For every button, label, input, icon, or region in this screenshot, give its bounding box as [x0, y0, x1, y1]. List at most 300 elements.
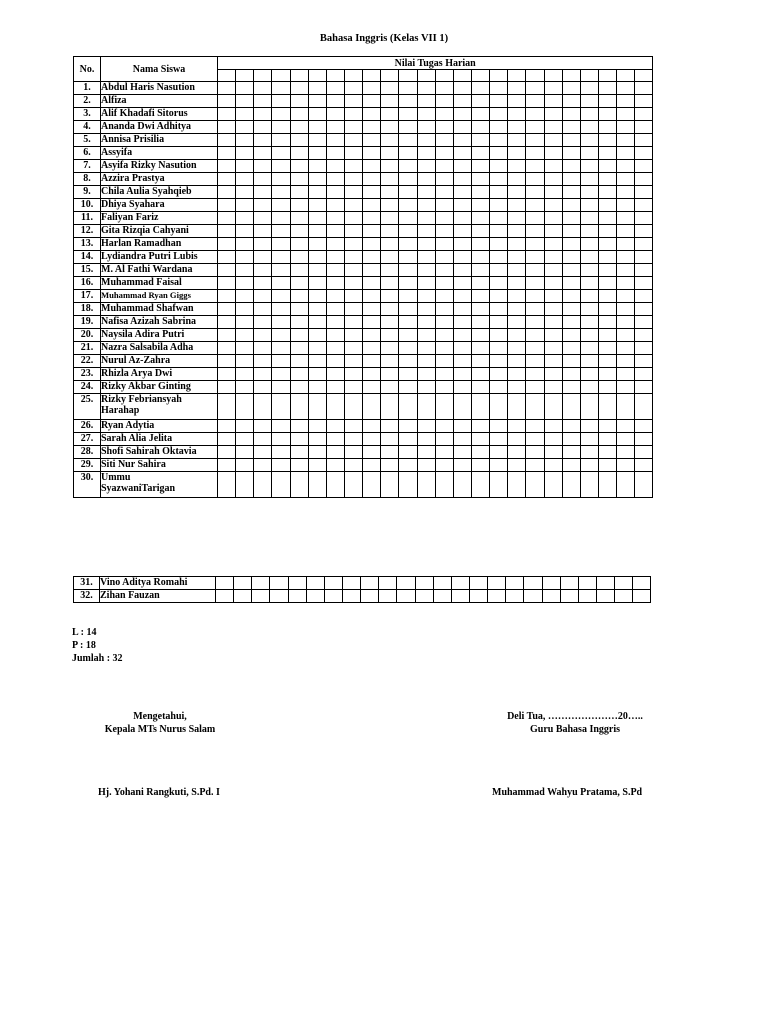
- score-cell[interactable]: [272, 108, 290, 121]
- score-cell[interactable]: [598, 264, 616, 277]
- score-cell[interactable]: [326, 134, 344, 147]
- score-cell[interactable]: [399, 368, 417, 381]
- score-cell[interactable]: [471, 108, 489, 121]
- score-cell[interactable]: [542, 577, 560, 590]
- score-cell[interactable]: [635, 238, 653, 251]
- score-cell[interactable]: [508, 225, 526, 238]
- score-cell[interactable]: [399, 225, 417, 238]
- score-cell[interactable]: [363, 329, 381, 342]
- score-cell[interactable]: [562, 394, 580, 420]
- score-cell[interactable]: [272, 394, 290, 420]
- score-cell[interactable]: [435, 173, 453, 186]
- score-cell[interactable]: [617, 316, 635, 329]
- score-cell[interactable]: [363, 342, 381, 355]
- score-cell[interactable]: [435, 316, 453, 329]
- score-cell[interactable]: [544, 147, 562, 160]
- score-cell[interactable]: [617, 264, 635, 277]
- score-cell[interactable]: [490, 446, 508, 459]
- score-cell[interactable]: [308, 147, 326, 160]
- score-cell[interactable]: [526, 277, 544, 290]
- score-cell[interactable]: [469, 577, 487, 590]
- score-cell[interactable]: [363, 134, 381, 147]
- score-cell[interactable]: [344, 160, 362, 173]
- score-cell[interactable]: [290, 199, 308, 212]
- score-cell[interactable]: [308, 134, 326, 147]
- score-cell[interactable]: [344, 212, 362, 225]
- score-cell[interactable]: [617, 303, 635, 316]
- score-cell[interactable]: [344, 277, 362, 290]
- score-cell[interactable]: [399, 108, 417, 121]
- score-cell[interactable]: [562, 212, 580, 225]
- score-cell[interactable]: [471, 173, 489, 186]
- score-cell[interactable]: [254, 342, 272, 355]
- score-cell[interactable]: [254, 82, 272, 95]
- score-cell[interactable]: [288, 590, 306, 603]
- score-cell[interactable]: [363, 446, 381, 459]
- score-cell[interactable]: [308, 95, 326, 108]
- score-cell[interactable]: [399, 134, 417, 147]
- score-cell[interactable]: [580, 342, 598, 355]
- score-cell[interactable]: [363, 121, 381, 134]
- score-cell[interactable]: [526, 264, 544, 277]
- score-cell[interactable]: [562, 251, 580, 264]
- score-cell[interactable]: [490, 134, 508, 147]
- score-cell[interactable]: [453, 251, 471, 264]
- score-cell[interactable]: [308, 303, 326, 316]
- score-cell[interactable]: [236, 108, 254, 121]
- score-cell[interactable]: [363, 264, 381, 277]
- score-cell[interactable]: [453, 472, 471, 498]
- score-cell[interactable]: [562, 446, 580, 459]
- score-cell[interactable]: [453, 316, 471, 329]
- score-cell[interactable]: [290, 186, 308, 199]
- score-cell[interactable]: [562, 472, 580, 498]
- score-cell[interactable]: [254, 472, 272, 498]
- score-cell[interactable]: [252, 577, 270, 590]
- score-cell[interactable]: [417, 238, 435, 251]
- score-cell[interactable]: [471, 251, 489, 264]
- score-cell[interactable]: [544, 160, 562, 173]
- score-cell[interactable]: [272, 329, 290, 342]
- score-cell[interactable]: [399, 394, 417, 420]
- score-cell[interactable]: [508, 433, 526, 446]
- score-cell[interactable]: [236, 238, 254, 251]
- score-cell[interactable]: [544, 238, 562, 251]
- score-cell[interactable]: [236, 381, 254, 394]
- score-cell[interactable]: [526, 433, 544, 446]
- score-cell[interactable]: [399, 472, 417, 498]
- score-cell[interactable]: [218, 381, 236, 394]
- score-cell[interactable]: [417, 173, 435, 186]
- score-cell[interactable]: [471, 329, 489, 342]
- score-cell[interactable]: [471, 303, 489, 316]
- score-cell[interactable]: [342, 577, 360, 590]
- score-cell[interactable]: [526, 316, 544, 329]
- score-cell[interactable]: [308, 199, 326, 212]
- score-cell[interactable]: [344, 186, 362, 199]
- score-cell[interactable]: [578, 590, 596, 603]
- score-cell[interactable]: [417, 303, 435, 316]
- score-cell[interactable]: [471, 355, 489, 368]
- score-cell[interactable]: [363, 225, 381, 238]
- score-cell[interactable]: [254, 95, 272, 108]
- score-cell[interactable]: [562, 368, 580, 381]
- score-cell[interactable]: [433, 590, 451, 603]
- score-cell[interactable]: [617, 225, 635, 238]
- score-cell[interactable]: [236, 342, 254, 355]
- score-cell[interactable]: [308, 368, 326, 381]
- score-cell[interactable]: [218, 251, 236, 264]
- score-cell[interactable]: [562, 420, 580, 433]
- score-cell[interactable]: [342, 590, 360, 603]
- score-cell[interactable]: [526, 212, 544, 225]
- score-cell[interactable]: [490, 394, 508, 420]
- score-cell[interactable]: [308, 433, 326, 446]
- score-cell[interactable]: [290, 121, 308, 134]
- score-cell[interactable]: [417, 420, 435, 433]
- score-cell[interactable]: [308, 459, 326, 472]
- score-cell[interactable]: [218, 446, 236, 459]
- score-cell[interactable]: [417, 329, 435, 342]
- score-cell[interactable]: [635, 420, 653, 433]
- score-cell[interactable]: [236, 433, 254, 446]
- score-cell[interactable]: [290, 225, 308, 238]
- score-cell[interactable]: [344, 381, 362, 394]
- score-cell[interactable]: [254, 264, 272, 277]
- score-cell[interactable]: [254, 459, 272, 472]
- score-cell[interactable]: [490, 381, 508, 394]
- score-cell[interactable]: [270, 577, 288, 590]
- score-cell[interactable]: [326, 212, 344, 225]
- score-cell[interactable]: [417, 82, 435, 95]
- score-cell[interactable]: [617, 355, 635, 368]
- score-cell[interactable]: [218, 420, 236, 433]
- score-cell[interactable]: [290, 316, 308, 329]
- score-cell[interactable]: [417, 277, 435, 290]
- score-cell[interactable]: [544, 316, 562, 329]
- score-cell[interactable]: [598, 472, 616, 498]
- score-cell[interactable]: [308, 277, 326, 290]
- score-cell[interactable]: [433, 577, 451, 590]
- score-cell[interactable]: [254, 433, 272, 446]
- score-cell[interactable]: [598, 199, 616, 212]
- score-cell[interactable]: [272, 173, 290, 186]
- score-cell[interactable]: [562, 459, 580, 472]
- score-cell[interactable]: [508, 394, 526, 420]
- score-cell[interactable]: [344, 82, 362, 95]
- score-cell[interactable]: [236, 82, 254, 95]
- score-cell[interactable]: [562, 355, 580, 368]
- score-cell[interactable]: [218, 212, 236, 225]
- score-cell[interactable]: [617, 147, 635, 160]
- score-cell[interactable]: [218, 459, 236, 472]
- score-cell[interactable]: [435, 277, 453, 290]
- score-cell[interactable]: [453, 394, 471, 420]
- score-cell[interactable]: [635, 186, 653, 199]
- score-cell[interactable]: [290, 303, 308, 316]
- score-cell[interactable]: [381, 238, 399, 251]
- score-cell[interactable]: [326, 238, 344, 251]
- score-cell[interactable]: [236, 446, 254, 459]
- score-cell[interactable]: [381, 186, 399, 199]
- score-cell[interactable]: [635, 381, 653, 394]
- score-cell[interactable]: [526, 394, 544, 420]
- score-cell[interactable]: [218, 225, 236, 238]
- score-cell[interactable]: [508, 212, 526, 225]
- score-cell[interactable]: [451, 577, 469, 590]
- score-cell[interactable]: [308, 212, 326, 225]
- score-cell[interactable]: [363, 251, 381, 264]
- score-cell[interactable]: [471, 160, 489, 173]
- score-cell[interactable]: [562, 121, 580, 134]
- score-cell[interactable]: [617, 420, 635, 433]
- score-cell[interactable]: [508, 472, 526, 498]
- score-cell[interactable]: [471, 381, 489, 394]
- score-cell[interactable]: [544, 108, 562, 121]
- score-cell[interactable]: [526, 225, 544, 238]
- score-cell[interactable]: [326, 433, 344, 446]
- score-cell[interactable]: [308, 186, 326, 199]
- score-cell[interactable]: [490, 212, 508, 225]
- score-cell[interactable]: [218, 160, 236, 173]
- score-cell[interactable]: [453, 225, 471, 238]
- score-cell[interactable]: [562, 433, 580, 446]
- score-cell[interactable]: [526, 238, 544, 251]
- score-cell[interactable]: [490, 459, 508, 472]
- score-cell[interactable]: [598, 355, 616, 368]
- score-cell[interactable]: [453, 329, 471, 342]
- score-cell[interactable]: [580, 303, 598, 316]
- score-cell[interactable]: [508, 303, 526, 316]
- score-cell[interactable]: [326, 329, 344, 342]
- score-cell[interactable]: [471, 121, 489, 134]
- score-cell[interactable]: [453, 381, 471, 394]
- score-cell[interactable]: [234, 577, 252, 590]
- score-cell[interactable]: [506, 577, 524, 590]
- score-cell[interactable]: [435, 368, 453, 381]
- score-cell[interactable]: [471, 186, 489, 199]
- score-cell[interactable]: [326, 108, 344, 121]
- score-cell[interactable]: [471, 277, 489, 290]
- score-cell[interactable]: [344, 108, 362, 121]
- score-cell[interactable]: [272, 134, 290, 147]
- score-cell[interactable]: [490, 186, 508, 199]
- score-cell[interactable]: [544, 394, 562, 420]
- score-cell[interactable]: [399, 290, 417, 303]
- score-cell[interactable]: [290, 446, 308, 459]
- score-cell[interactable]: [598, 95, 616, 108]
- score-cell[interactable]: [236, 472, 254, 498]
- score-cell[interactable]: [635, 121, 653, 134]
- score-cell[interactable]: [471, 82, 489, 95]
- score-cell[interactable]: [635, 212, 653, 225]
- score-cell[interactable]: [344, 446, 362, 459]
- score-cell[interactable]: [526, 82, 544, 95]
- score-cell[interactable]: [344, 264, 362, 277]
- score-cell[interactable]: [308, 82, 326, 95]
- score-cell[interactable]: [326, 342, 344, 355]
- score-cell[interactable]: [272, 264, 290, 277]
- score-cell[interactable]: [381, 342, 399, 355]
- score-cell[interactable]: [562, 147, 580, 160]
- score-cell[interactable]: [453, 173, 471, 186]
- score-cell[interactable]: [562, 238, 580, 251]
- score-cell[interactable]: [218, 472, 236, 498]
- score-cell[interactable]: [580, 381, 598, 394]
- score-cell[interactable]: [635, 108, 653, 121]
- score-cell[interactable]: [598, 212, 616, 225]
- score-cell[interactable]: [617, 186, 635, 199]
- score-cell[interactable]: [617, 82, 635, 95]
- score-cell[interactable]: [399, 459, 417, 472]
- score-cell[interactable]: [633, 590, 651, 603]
- score-cell[interactable]: [598, 420, 616, 433]
- score-cell[interactable]: [508, 134, 526, 147]
- score-cell[interactable]: [526, 290, 544, 303]
- score-cell[interactable]: [290, 212, 308, 225]
- score-cell[interactable]: [344, 355, 362, 368]
- score-cell[interactable]: [544, 290, 562, 303]
- score-cell[interactable]: [526, 95, 544, 108]
- score-cell[interactable]: [218, 199, 236, 212]
- score-cell[interactable]: [617, 368, 635, 381]
- score-cell[interactable]: [218, 277, 236, 290]
- score-cell[interactable]: [435, 186, 453, 199]
- score-cell[interactable]: [363, 160, 381, 173]
- score-cell[interactable]: [381, 264, 399, 277]
- score-cell[interactable]: [580, 459, 598, 472]
- score-cell[interactable]: [363, 108, 381, 121]
- score-cell[interactable]: [308, 342, 326, 355]
- score-cell[interactable]: [526, 251, 544, 264]
- score-cell[interactable]: [290, 381, 308, 394]
- score-cell[interactable]: [399, 355, 417, 368]
- score-cell[interactable]: [344, 147, 362, 160]
- score-cell[interactable]: [254, 290, 272, 303]
- score-cell[interactable]: [218, 368, 236, 381]
- score-cell[interactable]: [344, 95, 362, 108]
- score-cell[interactable]: [381, 420, 399, 433]
- score-cell[interactable]: [596, 590, 614, 603]
- score-cell[interactable]: [435, 251, 453, 264]
- score-cell[interactable]: [490, 82, 508, 95]
- score-cell[interactable]: [399, 160, 417, 173]
- score-cell[interactable]: [598, 368, 616, 381]
- score-cell[interactable]: [580, 147, 598, 160]
- score-cell[interactable]: [635, 160, 653, 173]
- score-cell[interactable]: [326, 173, 344, 186]
- score-cell[interactable]: [506, 590, 524, 603]
- score-cell[interactable]: [508, 459, 526, 472]
- score-cell[interactable]: [526, 108, 544, 121]
- score-cell[interactable]: [617, 433, 635, 446]
- score-cell[interactable]: [635, 394, 653, 420]
- score-cell[interactable]: [596, 577, 614, 590]
- score-cell[interactable]: [308, 420, 326, 433]
- score-cell[interactable]: [435, 433, 453, 446]
- score-cell[interactable]: [218, 316, 236, 329]
- score-cell[interactable]: [290, 459, 308, 472]
- score-cell[interactable]: [417, 134, 435, 147]
- score-cell[interactable]: [435, 238, 453, 251]
- score-cell[interactable]: [326, 277, 344, 290]
- score-cell[interactable]: [490, 95, 508, 108]
- score-cell[interactable]: [381, 225, 399, 238]
- score-cell[interactable]: [216, 590, 234, 603]
- score-cell[interactable]: [417, 225, 435, 238]
- score-cell[interactable]: [490, 368, 508, 381]
- score-cell[interactable]: [306, 590, 324, 603]
- score-cell[interactable]: [379, 590, 397, 603]
- score-cell[interactable]: [272, 277, 290, 290]
- score-cell[interactable]: [326, 459, 344, 472]
- score-cell[interactable]: [399, 316, 417, 329]
- score-cell[interactable]: [236, 368, 254, 381]
- score-cell[interactable]: [562, 303, 580, 316]
- score-cell[interactable]: [381, 134, 399, 147]
- score-cell[interactable]: [453, 446, 471, 459]
- score-cell[interactable]: [562, 290, 580, 303]
- score-cell[interactable]: [236, 160, 254, 173]
- score-cell[interactable]: [272, 316, 290, 329]
- score-cell[interactable]: [216, 577, 234, 590]
- score-cell[interactable]: [399, 420, 417, 433]
- score-cell[interactable]: [544, 368, 562, 381]
- score-cell[interactable]: [526, 381, 544, 394]
- score-cell[interactable]: [417, 199, 435, 212]
- score-cell[interactable]: [218, 355, 236, 368]
- score-cell[interactable]: [526, 368, 544, 381]
- score-cell[interactable]: [254, 238, 272, 251]
- score-cell[interactable]: [381, 459, 399, 472]
- score-cell[interactable]: [544, 420, 562, 433]
- score-cell[interactable]: [598, 329, 616, 342]
- score-cell[interactable]: [272, 251, 290, 264]
- score-cell[interactable]: [598, 459, 616, 472]
- score-cell[interactable]: [254, 251, 272, 264]
- score-cell[interactable]: [580, 212, 598, 225]
- score-cell[interactable]: [508, 368, 526, 381]
- score-cell[interactable]: [290, 329, 308, 342]
- score-cell[interactable]: [290, 290, 308, 303]
- score-cell[interactable]: [344, 329, 362, 342]
- score-cell[interactable]: [490, 251, 508, 264]
- score-cell[interactable]: [580, 238, 598, 251]
- score-cell[interactable]: [562, 95, 580, 108]
- score-cell[interactable]: [526, 173, 544, 186]
- score-cell[interactable]: [633, 577, 651, 590]
- score-cell[interactable]: [326, 303, 344, 316]
- score-cell[interactable]: [254, 420, 272, 433]
- score-cell[interactable]: [617, 394, 635, 420]
- score-cell[interactable]: [308, 355, 326, 368]
- score-cell[interactable]: [272, 238, 290, 251]
- score-cell[interactable]: [453, 277, 471, 290]
- score-cell[interactable]: [344, 290, 362, 303]
- score-cell[interactable]: [526, 160, 544, 173]
- score-cell[interactable]: [308, 121, 326, 134]
- score-cell[interactable]: [508, 329, 526, 342]
- score-cell[interactable]: [580, 82, 598, 95]
- score-cell[interactable]: [290, 108, 308, 121]
- score-cell[interactable]: [290, 433, 308, 446]
- score-cell[interactable]: [508, 121, 526, 134]
- score-cell[interactable]: [598, 147, 616, 160]
- score-cell[interactable]: [435, 355, 453, 368]
- score-cell[interactable]: [254, 199, 272, 212]
- score-cell[interactable]: [435, 108, 453, 121]
- score-cell[interactable]: [598, 277, 616, 290]
